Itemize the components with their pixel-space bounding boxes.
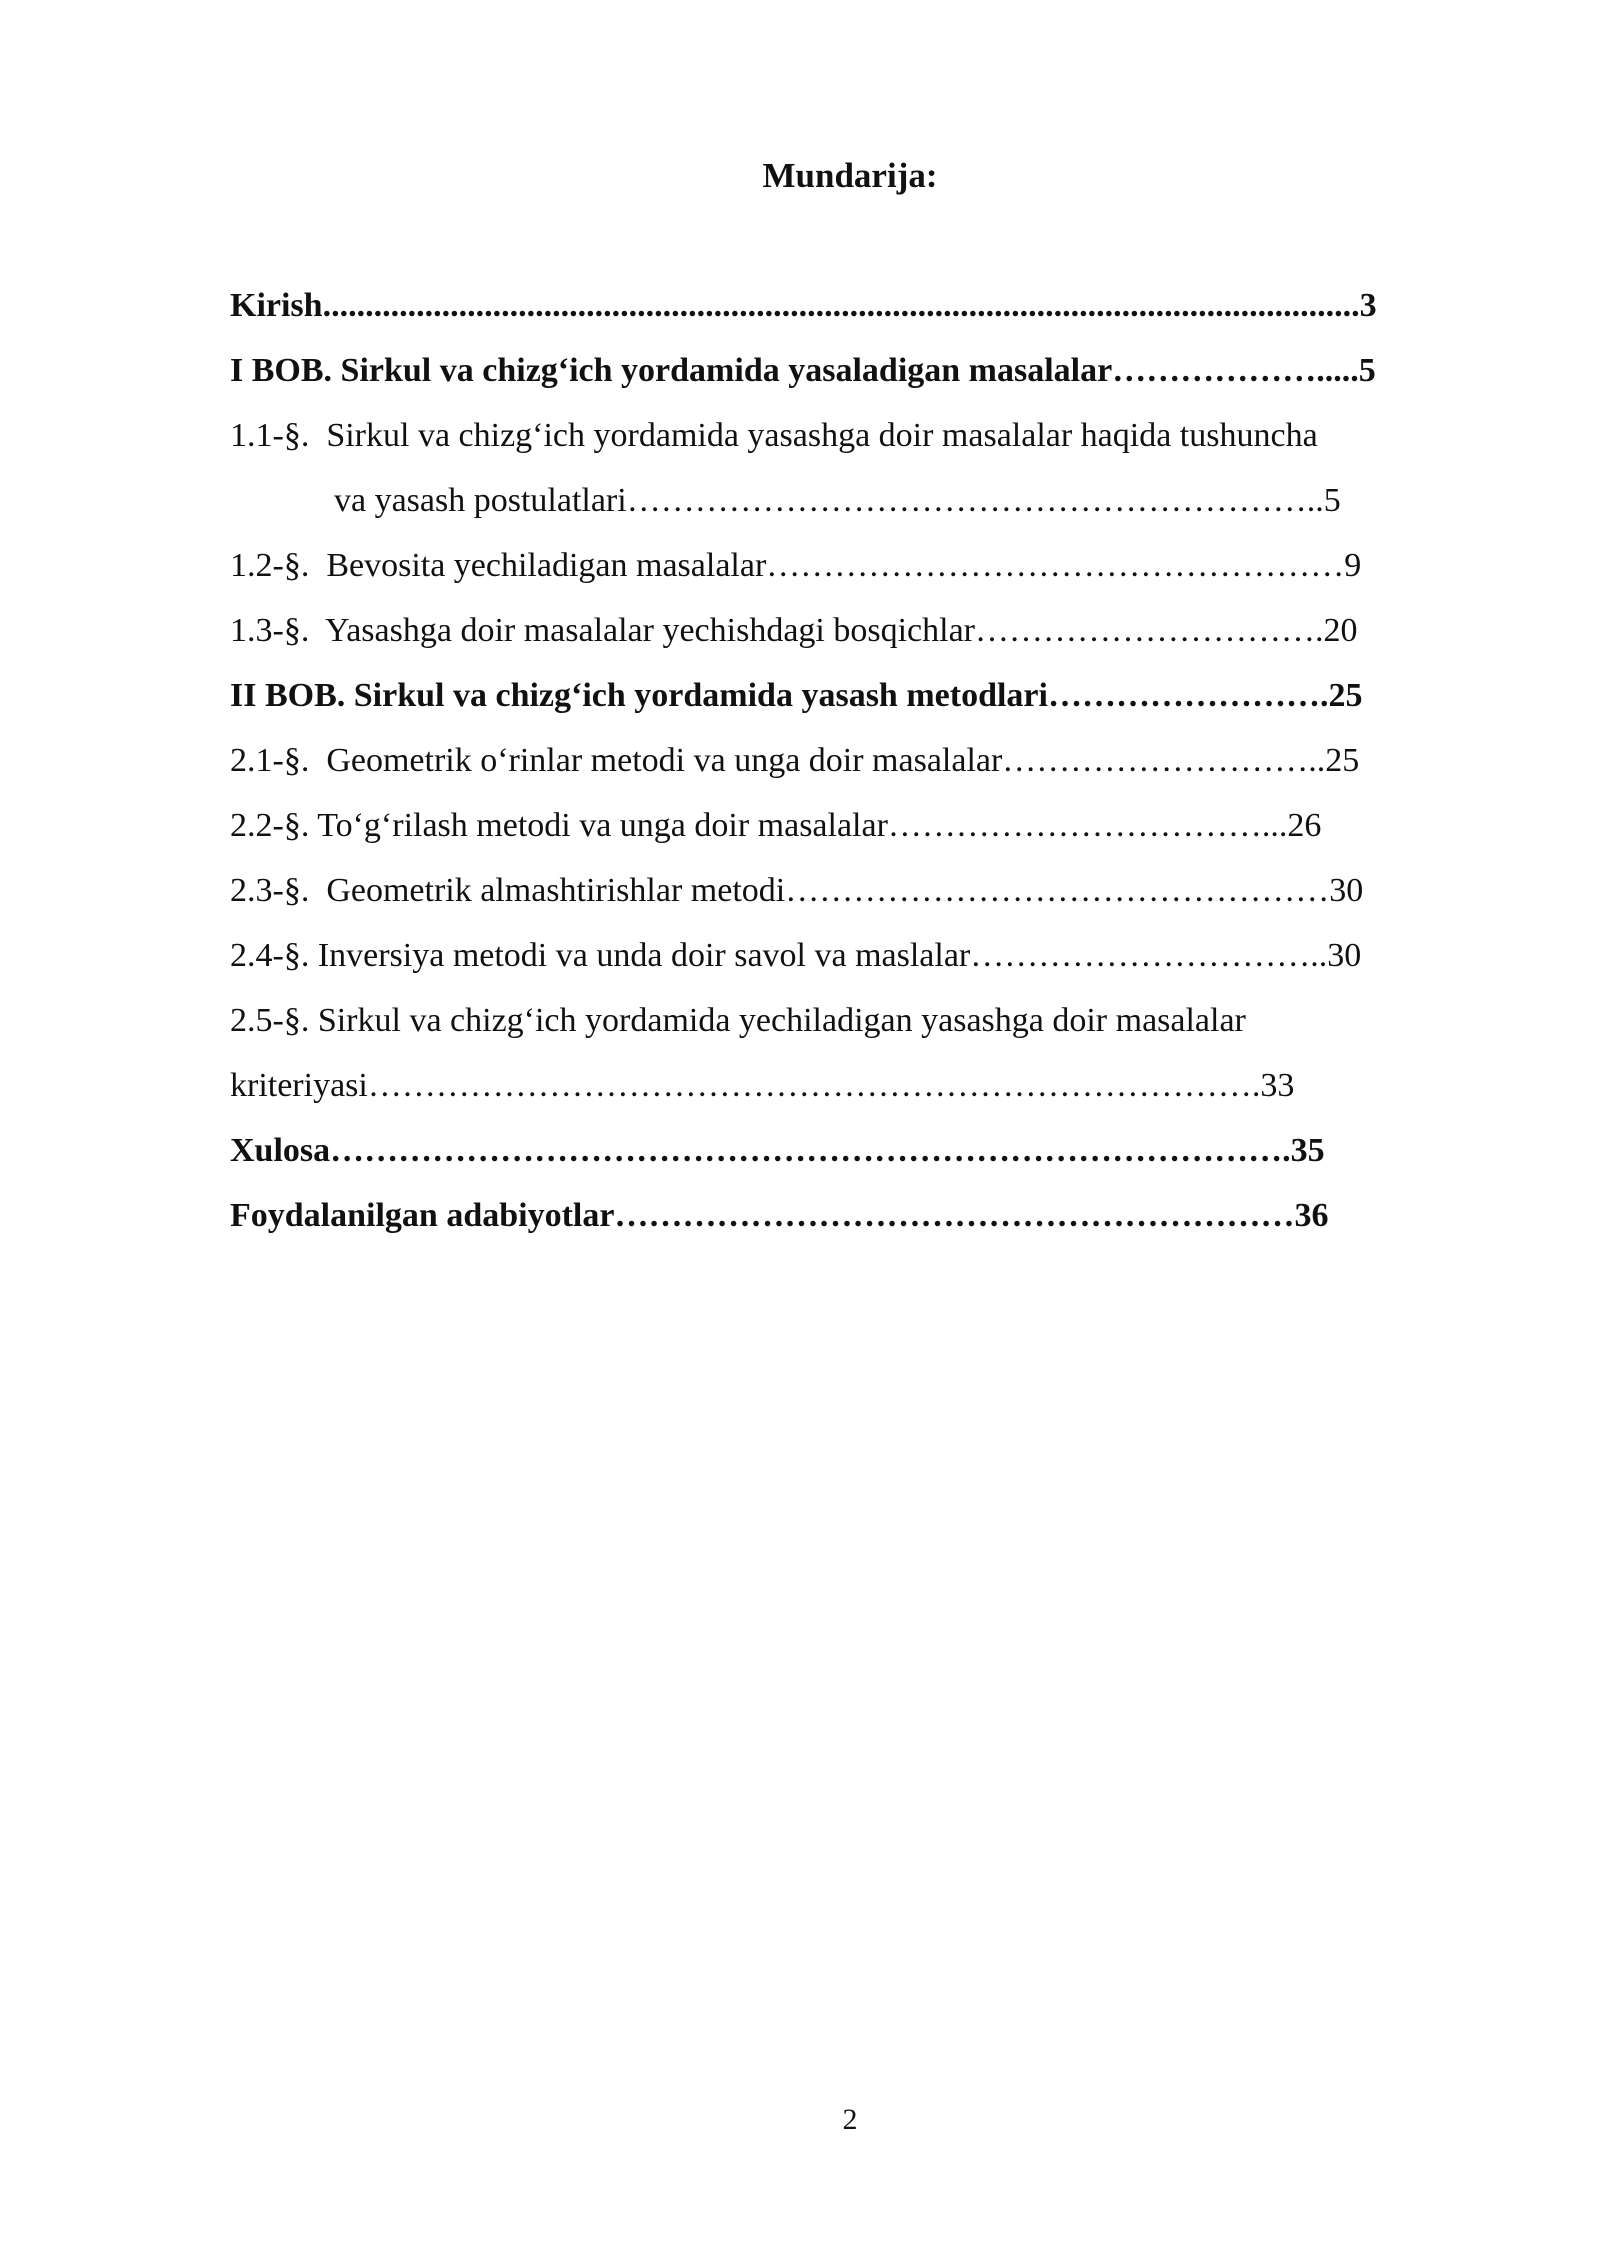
toc-entry-1-1-line-1: 1.1-§. Sirkul va chizg‘ich yordamida yasashga doir masalalar haqida tushuncha — [230, 417, 1318, 454]
toc-entry-1-1-line-2: va yasash postulatlari……………………………………………………..5 — [334, 482, 1341, 519]
toc-entry-2-4: 2.4-§. Inversiya metodi va unda doir savol va maslalar…………………………..30 — [230, 937, 1362, 974]
page-number: 2 — [842, 2103, 858, 2136]
toc-entry-chapter-1: I BOB. Sirkul va chizg‘ich yordamida yasaladigan masalalar……………….....5 — [230, 352, 1376, 389]
toc-entry-references: Foydalanilgan adabiyotlar……………………………………………………36 — [230, 1197, 1329, 1234]
toc-entry-2-3: 2.3-§. Geometrik almashtirishlar metodi…………………………………………30 — [230, 872, 1364, 909]
toc-entry-2-5-line-1: 2.5-§. Sirkul va chizg‘ich yordamida yechiladigan yasashga doir masalalar — [230, 1002, 1246, 1039]
table-of-contents — [230, 282, 1490, 1257]
toc-entry-xulosa: Xulosa………………………………………………………………………….35 — [230, 1132, 1325, 1169]
toc-entry-2-5-line-2: kriteriyasi…………………………………………………………………….33 — [230, 1067, 1295, 1104]
toc-entry-2-2: 2.2-§. To‘g‘rilash metodi va unga doir masalalar……………………………...26 — [230, 807, 1322, 844]
toc-entry-1-2: 1.2-§. Bevosita yechiladigan masalalar……………………………………………9 — [230, 547, 1362, 584]
toc-entry-2-1: 2.1-§. Geometrik o‘rinlar metodi va unga doir masalalar………………………..25 — [230, 742, 1360, 779]
toc-entry-1-3: 1.3-§. Yasashga doir masalalar yechishdagi bosqichlar………………………….20 — [230, 612, 1358, 649]
toc-entry-chapter-2: II BOB. Sirkul va chizg‘ich yordamida yasash metodlari…………………….25 — [230, 677, 1363, 714]
toc-entry-kirish: Kirish..........................................................................................................................3 — [230, 287, 1377, 324]
page-title: Mundarija: — [762, 156, 938, 195]
